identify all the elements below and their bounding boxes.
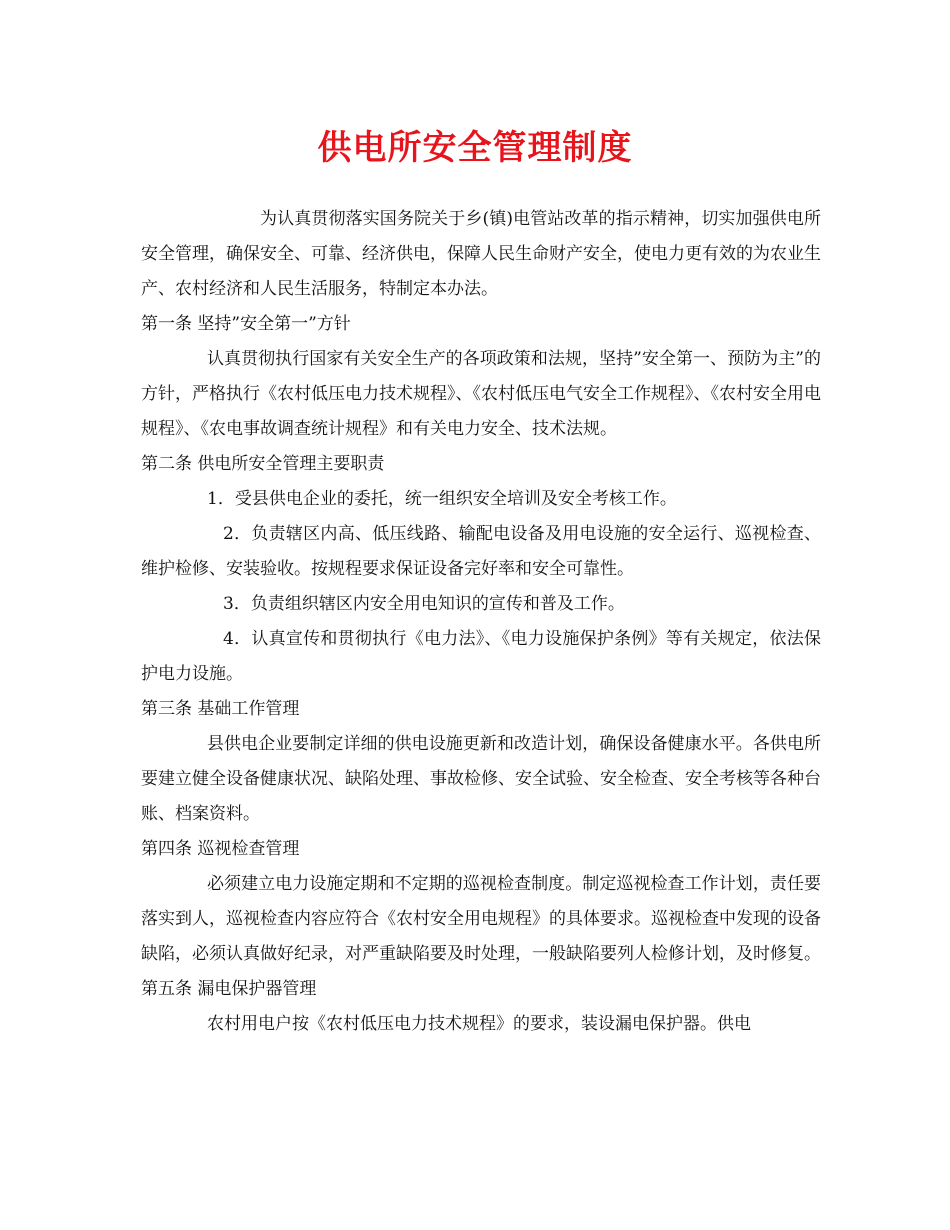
article-5-heading: 第五条 漏电保护器管理 xyxy=(141,979,317,999)
article-2-item-4: 4．认真宣传和贯彻执行《电力法》、《电力设施保护条例》等有关规定，依法保护电力设施。 xyxy=(141,629,821,684)
article-2-heading: 第二条 供电所安全管理主要职责 xyxy=(141,454,385,474)
article-5-paragraph: 农村用电户按《农村低压电力技术规程》的要求，装设漏电保护器。供电 xyxy=(207,1014,751,1034)
article-3-paragraph: 县供电企业要制定详细的供电设施更新和改造计划，确保设备健康水平。各供电所要建立健全设备健康状况、缺陷处理、事故检修、安全试验、安全检查、安全考核等各种台账、档案资料。 xyxy=(141,734,821,824)
article-1-heading: 第一条 坚持”安全第一”方针 xyxy=(141,314,351,334)
intro-paragraph: 为认真贯彻落实国务院关于乡(镇)电管站改革的指示精神，切实加强供电所安全管理，确保安全、可靠、经济供电，保障人民生命财产安全，使电力更有效的为农业生产、农村经济和人民生活服务，特制定本办法。 xyxy=(141,209,821,299)
article-2-item-3: 3．负责组织辖区内安全用电知识的宣传和普及工作。 xyxy=(223,594,625,614)
article-2-item-1: 1．受县供电企业的委托，统一组织安全培训及安全考核工作。 xyxy=(207,489,677,509)
document-title: 供电所安全管理制度 xyxy=(317,128,633,168)
article-4-heading: 第四条 巡视检查管理 xyxy=(141,839,300,859)
document-body xyxy=(141,202,821,1042)
article-2-item-2: 2．负责辖区内高、低压线路、输配电设备及用电设施的安全运行、巡视检查、维护检修、安装验收。按规程要求保证设备完好率和安全可靠性。 xyxy=(141,524,821,579)
article-1-paragraph: 认真贯彻执行国家有关安全生产的各项政策和法规，坚持”安全第一、预防为主”的方针，严格执行《农村低压电力技术规程》、《农村低压电气安全工作规程》、《农村安全用电规程》、《农电事故调查统计规程》和有关电力安全、技术法规。 xyxy=(141,349,821,439)
article-3-heading: 第三条 基础工作管理 xyxy=(141,699,300,719)
article-4-paragraph: 必须建立电力设施定期和不定期的巡视检查制度。制定巡视检查工作计划，责任要落实到人，巡视检查内容应符合《农村安全用电规程》的具体要求。巡视检查中发现的设备缺陷，必须认真做好纪录，对严重缺陷要及时处理，一般缺陷要列人检修计划，及时修复。 xyxy=(141,874,821,964)
